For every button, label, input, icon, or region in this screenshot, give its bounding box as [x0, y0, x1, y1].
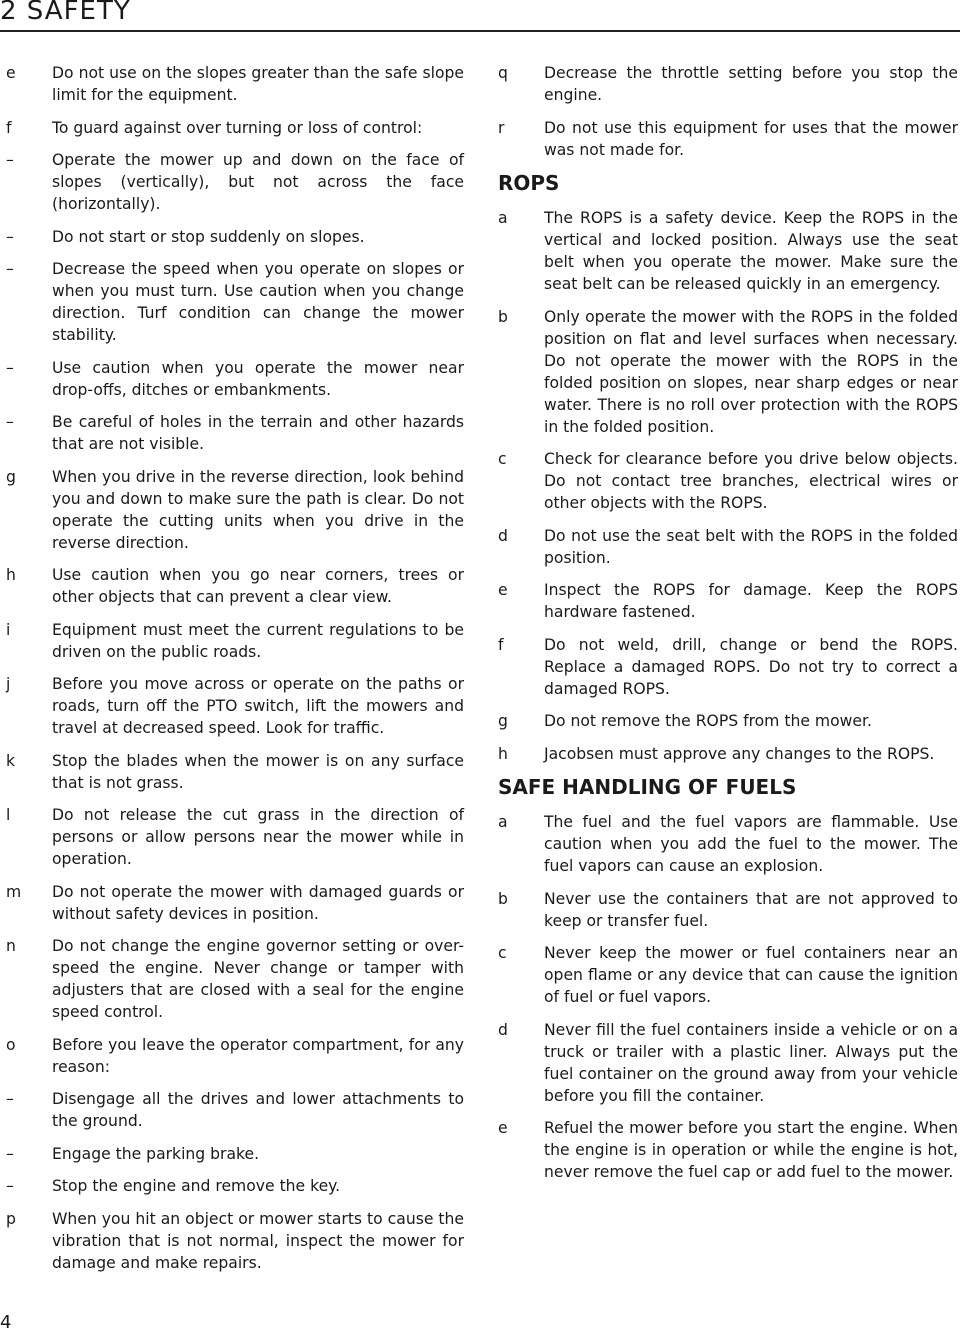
item-marker: m [6, 882, 22, 901]
item-text: The fuel and the fuel vapors are flammable. Use caution when you add the fuel to the mower. The fuel vapors can cause an explosion. [544, 813, 958, 875]
rops-heading: ROPS [498, 171, 560, 195]
item-text: To guard against over turning or loss of control: [52, 118, 423, 137]
item-text: Do not weld, drill, change or bend the ROPS. Replace a damaged ROPS. Do not try to correct a damaged ROPS. [544, 635, 958, 698]
item-marker: – [6, 151, 14, 169]
list-item [498, 888, 958, 932]
item-marker: i [6, 620, 11, 639]
item-marker: p [6, 1209, 16, 1228]
item-marker: h [6, 566, 16, 584]
list-item [6, 673, 464, 739]
item-text: Before you leave the operator compartment, for any reason: [52, 1035, 464, 1076]
list-item [6, 149, 464, 215]
item-marker: h [498, 744, 508, 763]
item-marker: – [6, 358, 14, 377]
item-text: Use caution when you operate the mower near drop-offs, ditches or embankments. [52, 358, 464, 399]
item-marker: c [498, 450, 507, 468]
list-item [6, 564, 464, 608]
item-text: Stop the engine and remove the key. [52, 1177, 341, 1195]
list-item [6, 881, 464, 925]
item-text: When you drive in the reverse direction, look behind you and down to make sure the path is clear. Do not operate the cutting units when you drive in the reverse direction. [52, 467, 464, 552]
list-item [6, 226, 464, 248]
item-text: Be careful of holes in the terrain and other hazards that are not visible. [52, 413, 464, 453]
list-item [498, 117, 958, 161]
item-text: Never use the containers that are not approved to keep or transfer fuel. [544, 889, 958, 930]
item-marker: d [498, 526, 508, 545]
general-safety-list [498, 62, 958, 161]
left-column [6, 62, 464, 1284]
fuels-heading: SAFE HANDLING OF FUELS [498, 775, 797, 799]
item-text: Never fill the fuel containers inside a vehicle or on a truck or trailer with a plastic liner. Always put the fuel container on the ground away from your vehicle before you fill the container. [544, 1020, 958, 1105]
item-text: When you hit an object or mower starts to cause the vibration that is not normal, inspect the mower for damage and make repairs. [52, 1209, 464, 1272]
item-text: Decrease the speed when you operate on slopes or when you must turn. Use caution when you change direction. Turf condition can change the mower stability. [52, 260, 464, 344]
item-text: Use caution when you go near corners, trees or other objects that can prevent a clear view. [52, 566, 464, 606]
page-number: 4 [0, 1312, 12, 1333]
list-item [6, 117, 464, 139]
list-item [498, 634, 958, 700]
item-text: Check for clearance before you drive below objects. Do not contact tree branches, electrical wires or other objects with the ROPS. [544, 450, 958, 512]
item-text: The ROPS is a safety device. Keep the ROPS in the vertical and locked position. Always use the seat belt when you operate the mower. Make sure the seat belt can be released quickly in an emergency. [544, 209, 958, 293]
item-text: Jacobsen must approve any changes to the ROPS. [544, 744, 935, 763]
item-text: Never keep the mower or fuel containers near an open flame or any device that can cause the ignition of fuel or fuel vapors. [544, 944, 958, 1006]
list-item [498, 579, 958, 623]
list-item [498, 1117, 958, 1183]
item-marker: d [498, 1020, 508, 1039]
list-item [6, 1175, 464, 1197]
item-marker: j [6, 675, 11, 693]
item-text: Refuel the mower before you start the engine. When the engine is in operation or while the engine is hot, never remove the fuel cap or add fuel to the mower. [544, 1119, 958, 1181]
list-item [6, 466, 464, 554]
item-marker: n [6, 937, 16, 955]
item-text: Do not start or stop suddenly on slopes. [52, 227, 365, 246]
item-text: Disengage all the drives and lower attachments to the ground. [52, 1090, 464, 1130]
item-marker: – [6, 1177, 14, 1195]
fuels-list [498, 811, 958, 1183]
item-marker: – [6, 1090, 14, 1108]
list-item [498, 525, 958, 569]
list-item [6, 1034, 464, 1078]
item-marker: l [6, 806, 11, 824]
list-item [6, 357, 464, 401]
list-item [6, 935, 464, 1023]
item-marker: – [6, 260, 14, 278]
item-marker: f [6, 118, 12, 137]
item-text: Stop the blades when the mower is on any surface that is not grass. [52, 751, 464, 792]
item-text: Decrease the throttle setting before you stop the engine. [544, 64, 958, 104]
item-text: Equipment must meet the current regulations to be driven on the public roads. [52, 620, 464, 661]
item-text: Do not use on the slopes greater than the safe slope limit for the equipment. [52, 64, 464, 104]
item-marker: k [6, 751, 16, 770]
list-item [6, 1088, 464, 1132]
list-item [6, 62, 464, 106]
item-text: Do not use the seat belt with the ROPS in the folded position. [544, 526, 958, 567]
item-marker: g [6, 467, 16, 486]
item-text: Before you move across or operate on the paths or roads, turn off the PTO switch, lift the mowers and travel at decreased speed. Look for traffic. [52, 675, 464, 737]
page-title: 2 SAFETY [0, 0, 131, 26]
list-item [498, 710, 958, 732]
list-item [6, 1208, 464, 1274]
list-item [498, 1019, 958, 1107]
item-marker: c [498, 944, 507, 962]
item-text: Inspect the ROPS for damage. Keep the ROPS hardware fastened. [544, 581, 958, 621]
item-text: Do not remove the ROPS from the mower. [544, 712, 872, 730]
item-marker: – [6, 413, 14, 431]
item-text: Do not change the engine governor setting or over-speed the engine. Never change or tamper with adjusters that are closed with a seal for the engine speed control. [52, 937, 464, 1021]
rops-list [498, 207, 958, 765]
list-item [6, 750, 464, 794]
item-text: Do not release the cut grass in the direction of persons or allow persons near the mower while in operation. [52, 806, 464, 868]
list-item [6, 804, 464, 870]
item-marker: r [498, 118, 505, 137]
item-text: Engage the parking brake. [52, 1144, 260, 1163]
page-header [0, 0, 960, 32]
item-marker: b [498, 307, 508, 326]
list-item [498, 448, 958, 514]
item-marker: – [6, 1144, 14, 1163]
list-item [6, 411, 464, 455]
list-item [498, 743, 958, 765]
item-marker: q [498, 64, 508, 82]
item-marker: a [498, 813, 508, 831]
item-marker: e [498, 581, 508, 599]
item-marker: b [498, 889, 508, 908]
list-item [498, 207, 958, 295]
item-marker: f [498, 635, 504, 654]
item-text: Operate the mower up and down on the face of slopes (vertically), but not across the face (horizontally). [52, 151, 464, 213]
item-text: Do not operate the mower with damaged guards or without safety devices in position. [52, 882, 464, 923]
list-item [6, 258, 464, 346]
item-marker: o [6, 1035, 16, 1054]
list-item [498, 62, 958, 106]
item-text: Only operate the mower with the ROPS in the folded position on flat and level surfaces when necessary. Do not operate the mower with the ROPS in the folded position on slopes, near sharp edges or near water. There is no roll over protection with the ROPS in the folded position. [544, 307, 958, 436]
right-column [498, 62, 958, 1194]
list-item [498, 811, 958, 877]
item-marker: a [498, 209, 508, 227]
item-marker: g [498, 712, 508, 730]
list-item [498, 942, 958, 1008]
list-item [6, 619, 464, 663]
item-marker: e [6, 64, 16, 82]
item-marker: e [498, 1119, 508, 1137]
list-item [498, 306, 958, 438]
list-item [6, 1143, 464, 1165]
item-text: Do not use this equipment for uses that the mower was not made for. [544, 118, 958, 159]
item-marker: – [6, 227, 14, 246]
